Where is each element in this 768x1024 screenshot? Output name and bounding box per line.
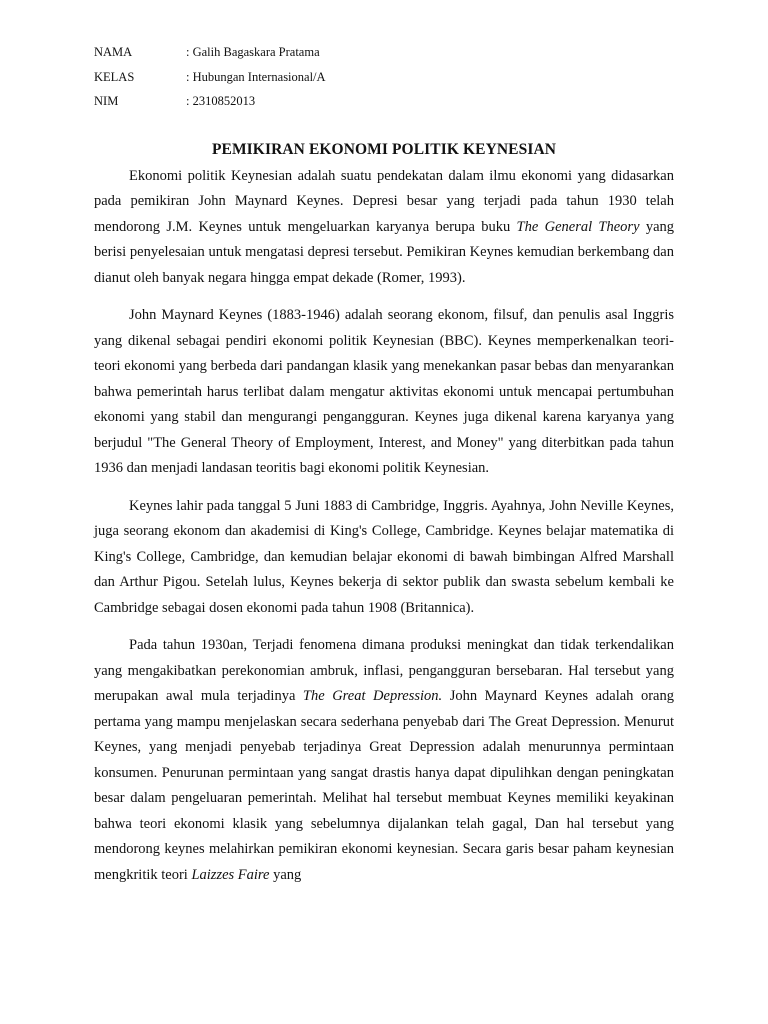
nim-value: : 2310852013 — [186, 94, 256, 108]
class-value: : Hubungan Internasional/A — [186, 69, 326, 84]
paragraph-4-text-a: Pada tahun 1930an, Terjadi fenomena dimana produksi meningkat dan tidak terkendalikan yang mengakibatkan perekonomian ambruk, inflasi, pengangguran bersebaran. Hal tersebut yang merupakan awal mula terjadinya — [94, 637, 674, 704]
paragraph-4-laissez-faire: Laizzes Faire — [191, 866, 270, 883]
paragraph-4-great-depression: The Great Depression. — [302, 688, 443, 704]
paragraph-1-text-a: Ekonomi politik Keynesian adalah suatu pendekatan dalam ilmu ekonomi yang didasarkan pada pemikiran John Maynard Keynes. Depresi besar yang terjadi pada tahun 1930 telah mendorong J.M. Keynes untuk mengeluarkan karyanya berupa buku — [94, 167, 674, 235]
paragraph-3: Keynes lahir pada tanggal 5 Juni 1883 di Cambridge, Inggris. Ayahnya, John Neville Keynes, juga seorang ekonom dan akademisi di King's College, Cambridge. Keynes belajar matematika di King's College, Cambridge, dan kemudian belajar ekonomi di bawah bimbingan Alfred Marshall dan Arthur Pigou. Setelah lulus, Keynes bekerja di sektor publik dan swasta sebelum kembali ke Cambridge sebagai dosen ekonomi pada tahun 1908 (Britannica). — [94, 497, 674, 616]
name-label: NAMA — [94, 45, 133, 59]
paragraph-1-book-title: The General Theory — [516, 218, 640, 235]
paragraph-4-text-c: John Maynard Keynes adalah orang pertama yang mampu menjelaskan secara sederhana penyebab dari The Great Depression. Menurut Keynes, yang menjadi penyebab terjadinya Great Depression adalah menurunnya permintaan konsumen. Penurunan permintaan yang sangat drastis hanya dapat dipulihkan dengan peningkatan besar dalam pengeluaran pemerintah. Melihat hal tersebut membuat Keynes memiliki keyakinan bahwa teori ekonomi klasik yang sebelumnya dijalankan telah gagal, Dan hal tersebut yang mendorong keynes melahirkan pemikiran ekonomi keynesian. Secara garis besar paham keynesian mengkritik teori — [94, 688, 674, 883]
paragraph-4 — [94, 633, 674, 888]
nim-label: NIM — [94, 94, 119, 108]
class-label: KELAS — [94, 69, 135, 84]
info-row-name — [94, 40, 326, 65]
info-row-class — [94, 65, 326, 90]
document-title: PEMIKIRAN EKONOMI POLITIK KEYNESIAN — [211, 140, 557, 158]
info-row-nim — [94, 89, 326, 114]
paragraph-4-text-e: yang — [269, 866, 302, 883]
name-value: : Galih Bagaskara Pratama — [186, 45, 320, 59]
student-info — [94, 40, 326, 114]
paragraph-1 — [94, 164, 674, 292]
paragraph-2: John Maynard Keynes (1883-1946) adalah seorang ekonom, filsuf, dan penulis asal Inggris yang dikenal sebagai pendiri ekonomi politik Keynesian (BBC). Keynes memperkenalkan teori-teori ekonomi yang berbeda dari pandangan klasik yang menekankan pasar bebas dan menyarankan bahwa pemerintah harus terlibat dalam mengatur aktivitas ekonomi untuk mencapai pertumbuhan ekonomi yang stabil dan mengurangi pengangguran. Keynes juga dikenal karena karyanya yang berjudul "The General Theory of Employment, Interest, and Money" yang diterbitkan pada tahun 1936 dan menjadi landasan teoritis bagi ekonomi politik Keynesian. — [94, 307, 674, 476]
paragraph-1-text-c: yang berisi penyelesaian untuk mengatasi depresi tersebut. Pemikiran Keynes kemudian berkembang dan dianut oleh banyak negara hingga empat dekade (Romer, 1993). — [94, 218, 675, 286]
